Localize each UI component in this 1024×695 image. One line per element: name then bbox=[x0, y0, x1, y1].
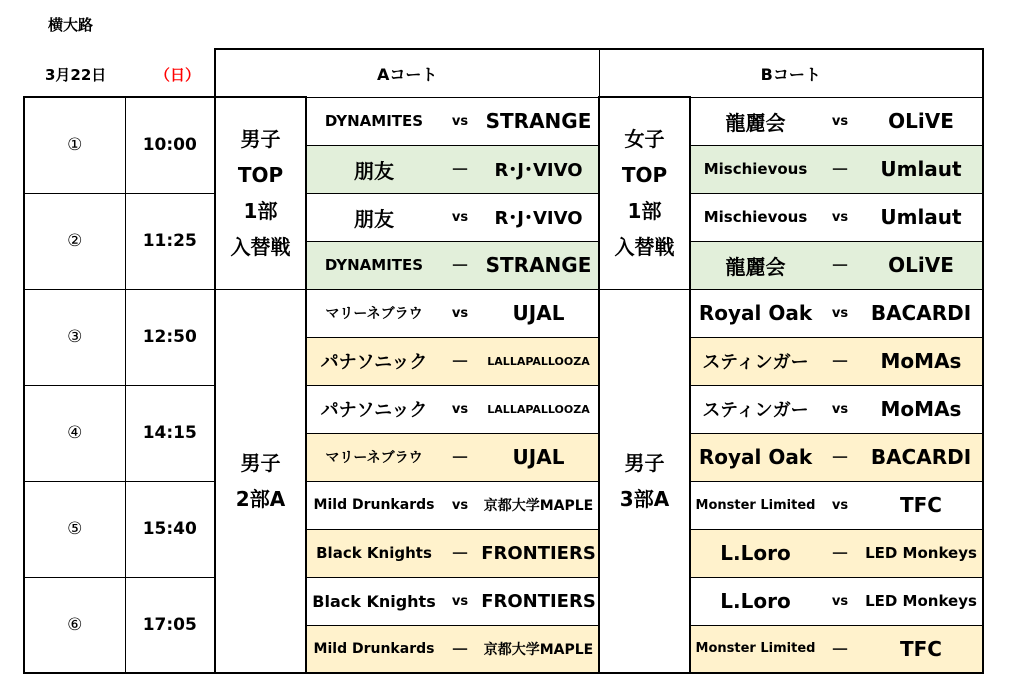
division-line: 2部A bbox=[235, 486, 286, 511]
slot-time: 12:50 bbox=[125, 289, 215, 385]
match-separator: － bbox=[441, 625, 479, 673]
division-line: 入替戦 bbox=[230, 235, 291, 260]
team-home: DYNAMITES bbox=[306, 241, 441, 289]
team-away: LALLAPALLOOZA bbox=[479, 385, 599, 433]
slot-number: ④ bbox=[24, 385, 125, 481]
team-home: Monster Limited bbox=[690, 481, 820, 529]
team-home: 龍麗会 bbox=[690, 97, 820, 145]
team-home: 龍麗会 bbox=[690, 241, 820, 289]
team-away: R･J･VIVO bbox=[479, 145, 599, 193]
team-away: 京都大学MAPLE bbox=[479, 625, 599, 673]
team-away: TFC bbox=[860, 625, 983, 673]
team-away: LED Monkeys bbox=[860, 529, 983, 577]
division-label bbox=[215, 97, 306, 289]
match-separator: vs bbox=[820, 481, 860, 529]
team-away: OLiVE bbox=[860, 241, 983, 289]
division-label bbox=[215, 289, 306, 673]
team-home: Royal Oak bbox=[690, 433, 820, 481]
division-line: 1部 bbox=[243, 199, 278, 224]
slot-number: ① bbox=[24, 97, 125, 193]
match-separator: vs bbox=[441, 289, 479, 337]
team-away: BACARDI bbox=[860, 433, 983, 481]
slot-time: 10:00 bbox=[125, 97, 215, 193]
match-separator: － bbox=[441, 145, 479, 193]
court-b-header: Bコート bbox=[599, 49, 983, 97]
team-home: L.Loro bbox=[690, 529, 820, 577]
team-away: 京都大学MAPLE bbox=[479, 481, 599, 529]
team-away: R･J･VIVO bbox=[479, 193, 599, 241]
court-header-row bbox=[24, 49, 983, 97]
slot-number: ⑥ bbox=[24, 577, 125, 673]
team-home: 朋友 bbox=[306, 193, 441, 241]
match-separator: vs bbox=[441, 577, 479, 625]
team-away: MoMAs bbox=[860, 385, 983, 433]
division-line: 3部A bbox=[619, 486, 670, 511]
team-home: Mild Drunkards bbox=[306, 625, 441, 673]
team-home: Monster Limited bbox=[690, 625, 820, 673]
division-line: 男子 bbox=[240, 450, 281, 475]
division-line: TOP bbox=[237, 163, 284, 188]
venue-label: 横大路 bbox=[48, 16, 94, 34]
division-line: 入替戦 bbox=[614, 235, 675, 260]
division-line: 女子 bbox=[624, 127, 665, 152]
division-line: 1部 bbox=[627, 199, 662, 224]
division-label bbox=[599, 97, 690, 289]
team-home: パナソニック bbox=[306, 337, 441, 385]
match-separator: vs bbox=[820, 577, 860, 625]
team-home: DYNAMITES bbox=[306, 97, 441, 145]
team-away: Umlaut bbox=[860, 145, 983, 193]
match-separator: － bbox=[820, 337, 860, 385]
team-away: Umlaut bbox=[860, 193, 983, 241]
team-home: Black Knights bbox=[306, 577, 441, 625]
slot-time: 11:25 bbox=[125, 193, 215, 289]
match-row bbox=[24, 97, 983, 145]
match-separator: vs bbox=[820, 193, 860, 241]
division-line: 男子 bbox=[240, 127, 281, 152]
team-away: OLiVE bbox=[860, 97, 983, 145]
slot-number: ② bbox=[24, 193, 125, 289]
match-separator: － bbox=[820, 433, 860, 481]
match-row bbox=[24, 193, 983, 241]
schedule-table bbox=[23, 48, 984, 674]
match-row bbox=[24, 577, 983, 625]
team-away: STRANGE bbox=[479, 97, 599, 145]
team-away: UJAL bbox=[479, 289, 599, 337]
team-away: MoMAs bbox=[860, 337, 983, 385]
division-label bbox=[599, 289, 690, 673]
match-separator: － bbox=[820, 625, 860, 673]
team-home: Mischievous bbox=[690, 145, 820, 193]
division-line: TOP bbox=[621, 163, 668, 188]
team-away: LED Monkeys bbox=[860, 577, 983, 625]
match-separator: － bbox=[820, 529, 860, 577]
slot-time: 14:15 bbox=[125, 385, 215, 481]
team-away: STRANGE bbox=[479, 241, 599, 289]
match-separator: vs bbox=[441, 97, 479, 145]
match-separator: vs bbox=[441, 193, 479, 241]
team-away: UJAL bbox=[479, 433, 599, 481]
date-label: 3月22日 bbox=[45, 66, 107, 84]
day-label: （日） bbox=[155, 66, 201, 84]
slot-time: 17:05 bbox=[125, 577, 215, 673]
match-separator: vs bbox=[820, 289, 860, 337]
team-home: L.Loro bbox=[690, 577, 820, 625]
team-away: FRONTIERS bbox=[479, 529, 599, 577]
match-separator: － bbox=[820, 241, 860, 289]
division-line: 男子 bbox=[624, 450, 665, 475]
team-home: スティンガー bbox=[690, 385, 820, 433]
match-separator: － bbox=[441, 337, 479, 385]
team-home: Mild Drunkards bbox=[306, 481, 441, 529]
match-separator: vs bbox=[441, 481, 479, 529]
team-home: 朋友 bbox=[306, 145, 441, 193]
match-separator: vs bbox=[820, 385, 860, 433]
match-row bbox=[24, 289, 983, 337]
match-separator: vs bbox=[441, 385, 479, 433]
slot-number: ③ bbox=[24, 289, 125, 385]
team-home: パナソニック bbox=[306, 385, 441, 433]
match-separator: － bbox=[820, 145, 860, 193]
team-away: TFC bbox=[860, 481, 983, 529]
slot-time: 15:40 bbox=[125, 481, 215, 577]
team-home: Black Knights bbox=[306, 529, 441, 577]
team-home: スティンガー bbox=[690, 337, 820, 385]
match-separator: － bbox=[441, 241, 479, 289]
team-away: LALLAPALLOOZA bbox=[479, 337, 599, 385]
match-separator: － bbox=[441, 433, 479, 481]
team-home: マリーネブラウ bbox=[306, 289, 441, 337]
match-row bbox=[24, 481, 983, 529]
team-away: FRONTIERS bbox=[479, 577, 599, 625]
team-away: BACARDI bbox=[860, 289, 983, 337]
team-home: Royal Oak bbox=[690, 289, 820, 337]
court-a-header: Aコート bbox=[215, 49, 599, 97]
match-separator: vs bbox=[820, 97, 860, 145]
slot-number: ⑤ bbox=[24, 481, 125, 577]
match-row bbox=[24, 385, 983, 433]
team-home: Mischievous bbox=[690, 193, 820, 241]
team-home: マリーネブラウ bbox=[306, 433, 441, 481]
match-separator: － bbox=[441, 529, 479, 577]
